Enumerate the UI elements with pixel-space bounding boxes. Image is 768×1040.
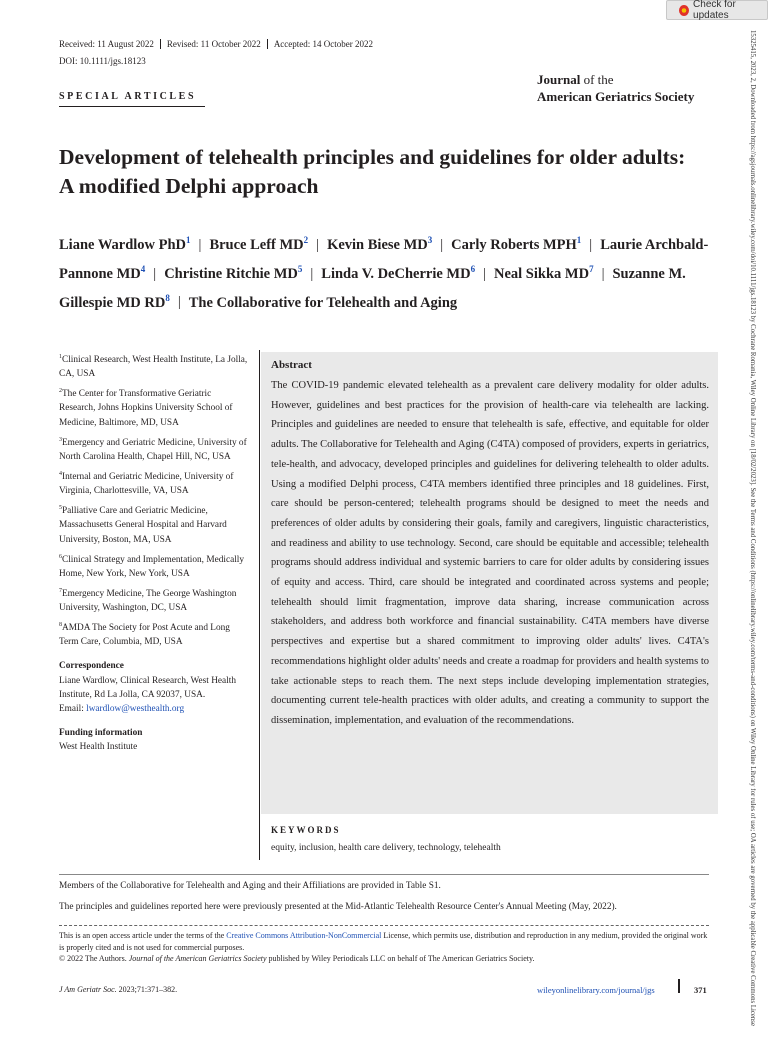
correspondence-heading: Correspondence: [59, 661, 124, 672]
page-number-bar: [678, 979, 680, 993]
crossmark-icon: [679, 5, 689, 16]
article-title: Development of telehealth principles and guidelines for older adults: A modified Delphi approach: [59, 145, 686, 198]
author-affiliation-sup[interactable]: 1: [576, 235, 582, 245]
author-name: Neal Sikka MD: [494, 265, 590, 282]
page-number: 371: [694, 985, 707, 995]
author-separator: |: [316, 236, 320, 253]
section-rule: [59, 106, 205, 107]
funding-text: West Health Institute: [59, 741, 138, 752]
author-separator: |: [198, 236, 202, 253]
author-name: The Collaborative for Telehealth and Aging: [188, 294, 458, 311]
download-side-text: 15325415, 2023, 2, Downloaded from https://agsjournals.onlinelibrary.wiley.com/doi/10.1111/jgs.18123 by Cochrane Romania, Wiley Online Library on [18/02/2023]. See the Terms and Conditions (https://onlinelibrary.wiley.com/terms-and-conditions) on Wiley Online Library for rules of use; OA articles are governed by the applicable Creative Commons License: [749, 30, 756, 1026]
affiliation-item: $^6$Clinical Strategy and Implementation, Medically Home, New York, New York, USA: [59, 553, 245, 579]
column-divider: [259, 350, 260, 860]
keywords-heading: KEYWORDS: [271, 825, 341, 835]
citation: J Am Geriatr Soc. 2023;71:371–382.: [59, 985, 178, 994]
author-affiliation-sup[interactable]: 4: [140, 263, 146, 274]
author-affiliation-sup[interactable]: 7: [589, 263, 594, 274]
correspondence-text: Liane Wardlow, Clinical Research, West Health Institute, Rd La Jolla, CA 92037, USA. Email: lwardlow@westhealth.org: [59, 675, 236, 714]
journal-word: Journal: [537, 72, 581, 87]
affiliation-item: $^7$Emergency Medicine, The George Washington University, Washington, DC, USA: [59, 587, 237, 614]
journal-society: American Geriatrics Society: [537, 89, 695, 104]
funding-heading: Funding information: [59, 727, 143, 738]
accepted-date: Accepted: 14 October 2022: [267, 39, 379, 49]
author-affiliation-sup[interactable]: 8: [165, 292, 170, 303]
author-name: Liane Wardlow PhD: [59, 236, 187, 253]
note-presented: The principles and guidelines reported here were previously presented at the Mid-Atlantic Telehealth Resource Center's Annual Meeting (May, 2022).: [59, 902, 617, 912]
abstract-text: The COVID-19 pandemic elevated telehealth as a prevalent care delivery modality for older adults. However, guidelines and best practices for the provision of health-care via telehealth are lacking. Principles and guidelines are needed to ensure that telehealth is safe, effective, and equitable for older adults. The Collaborative for Telehealth and Aging (C4TA) composed of providers, experts in geriatrics, tele-health, and advocacy, developed principles and guidelines for delivering telehealth to older adults. Using a modified Delphi process, C4TA members identified three principles and 18 guidelines. First, care should be person-centered; telehealth programs should be designed to meet the needs and preferences of older adults by considering their goals, family and caregivers, linguistic characteristics, and readiness and ability to use technology. Second, care should be equitable and accessible; telehealth programs should address individual and systemic barriers to care for older adults by considering issues of equity and access. Third, care should be integrated and coordinated across systems and people; telehealth should limit fragmentation, improve data sharing, increase communication across stakeholders, and address both workforce and financial sustainability. C4TA members have diverse perspectives and expertise but a shared commitment to improving older adults' lives. C4TA's recommendations highlight older adults' needs and create a roadmap for providers and health systems to take actionable steps to reach them. The next steps include developing implementation strategies, documenting current tele-health practices with older adults, and creating a community to support the dissemination, implementation, and evaluation of the recommendations.: [271, 380, 709, 726]
author-affiliation-sup[interactable]: 3: [427, 235, 433, 245]
article-dates: [59, 39, 379, 49]
abstract-heading: Abstract: [271, 359, 312, 371]
affiliation-item: $^1$Clinical Research, West Health Institute, La Jolla, CA, USA: [59, 354, 248, 380]
keywords-text: equity, inclusion, health care delivery, technology, telehealth: [271, 843, 501, 853]
affiliation-item: $^2$The Center for Transformative Geriatric Research, Johns Hopkins University School of Medicine, Baltimore, MD, USA: [59, 388, 233, 428]
check-for-updates-label: Check for updates: [693, 0, 736, 21]
journal-of-the: of the: [580, 72, 614, 87]
author-name: Bruce Leff MD: [209, 236, 304, 253]
journal-name: [537, 71, 694, 105]
author-separator: |: [177, 294, 181, 311]
doi: DOI: 10.1111/jgs.18123: [59, 56, 146, 66]
author-affiliation-sup[interactable]: 6: [470, 263, 476, 274]
author-separator: |: [589, 236, 593, 253]
note-members: Members of the Collaborative for Telehealth and Aging and their Affiliations are provided in Table S1.: [59, 881, 441, 891]
revised-date: Revised: 11 October 2022: [160, 39, 267, 49]
author-separator: |: [153, 265, 157, 282]
email-link[interactable]: lwardlow@westhealth.org: [86, 703, 185, 714]
abstract-box: [261, 352, 718, 814]
author-name: Linda V. DeCherrie MD: [321, 265, 471, 282]
author-affiliation-sup[interactable]: 1: [186, 235, 191, 245]
author-affiliation-sup[interactable]: 5: [297, 263, 303, 274]
notes-rule: [59, 874, 709, 875]
author-separator: |: [440, 236, 444, 253]
license-text: This is an open access article under the terms of the Creative Commons Attribution-NonCommercial License, which permits use, distribution and reproduction in any medium, provided the original work is properly cited and is not used for commercial purposes. © 2022 The Authors. Journal of the American Geriatrics Society published by Wiley Periodicals LLC on behalf of The American Geriatrics Society.: [59, 931, 708, 963]
received-date: Received: 11 August 2022: [59, 39, 154, 49]
author-name: Kevin Biese MD: [327, 236, 428, 253]
author-name: Christine Ritchie MD: [164, 265, 298, 282]
affiliation-item: $^3$Emergency and Geriatric Medicine, University of North Carolina Health, Chapel Hill, NC, USA: [59, 436, 247, 462]
affiliation-item: $^5$Palliative Care and Geriatric Medicine, Massachusetts General Hospital and Harvard University, Boston, MA, USA: [59, 505, 227, 545]
journal-url-link[interactable]: wileyonlinelibrary.com/journal/jgs: [537, 985, 655, 995]
author-affiliation-sup[interactable]: 2: [303, 235, 309, 245]
author-name: Laurie Archbald-Pannone MD: [59, 236, 709, 282]
check-for-updates-button[interactable]: [666, 0, 768, 20]
author-separator: |: [310, 265, 314, 282]
license-rule: [59, 925, 709, 926]
author-separator: |: [483, 265, 486, 282]
author-name: Carly Roberts MPH: [451, 236, 577, 253]
author-list: [59, 228, 719, 314]
affiliation-item: $^4$Internal and Geriatric Medicine, University of Virginia, Charlottesville, VA, USA: [59, 470, 234, 497]
affiliations: [59, 350, 249, 757]
section-label: SPECIAL ARTICLES: [59, 91, 197, 102]
affiliation-item: $^8$AMDA The Society for Post Acute and Long Term Care, Columbia, MD, USA: [59, 622, 230, 648]
author-name: Suzanne M. Gillespie MD RD: [59, 265, 686, 311]
author-separator: |: [601, 265, 605, 282]
license-link[interactable]: Creative Commons Attribution-NonCommercial: [226, 931, 382, 940]
